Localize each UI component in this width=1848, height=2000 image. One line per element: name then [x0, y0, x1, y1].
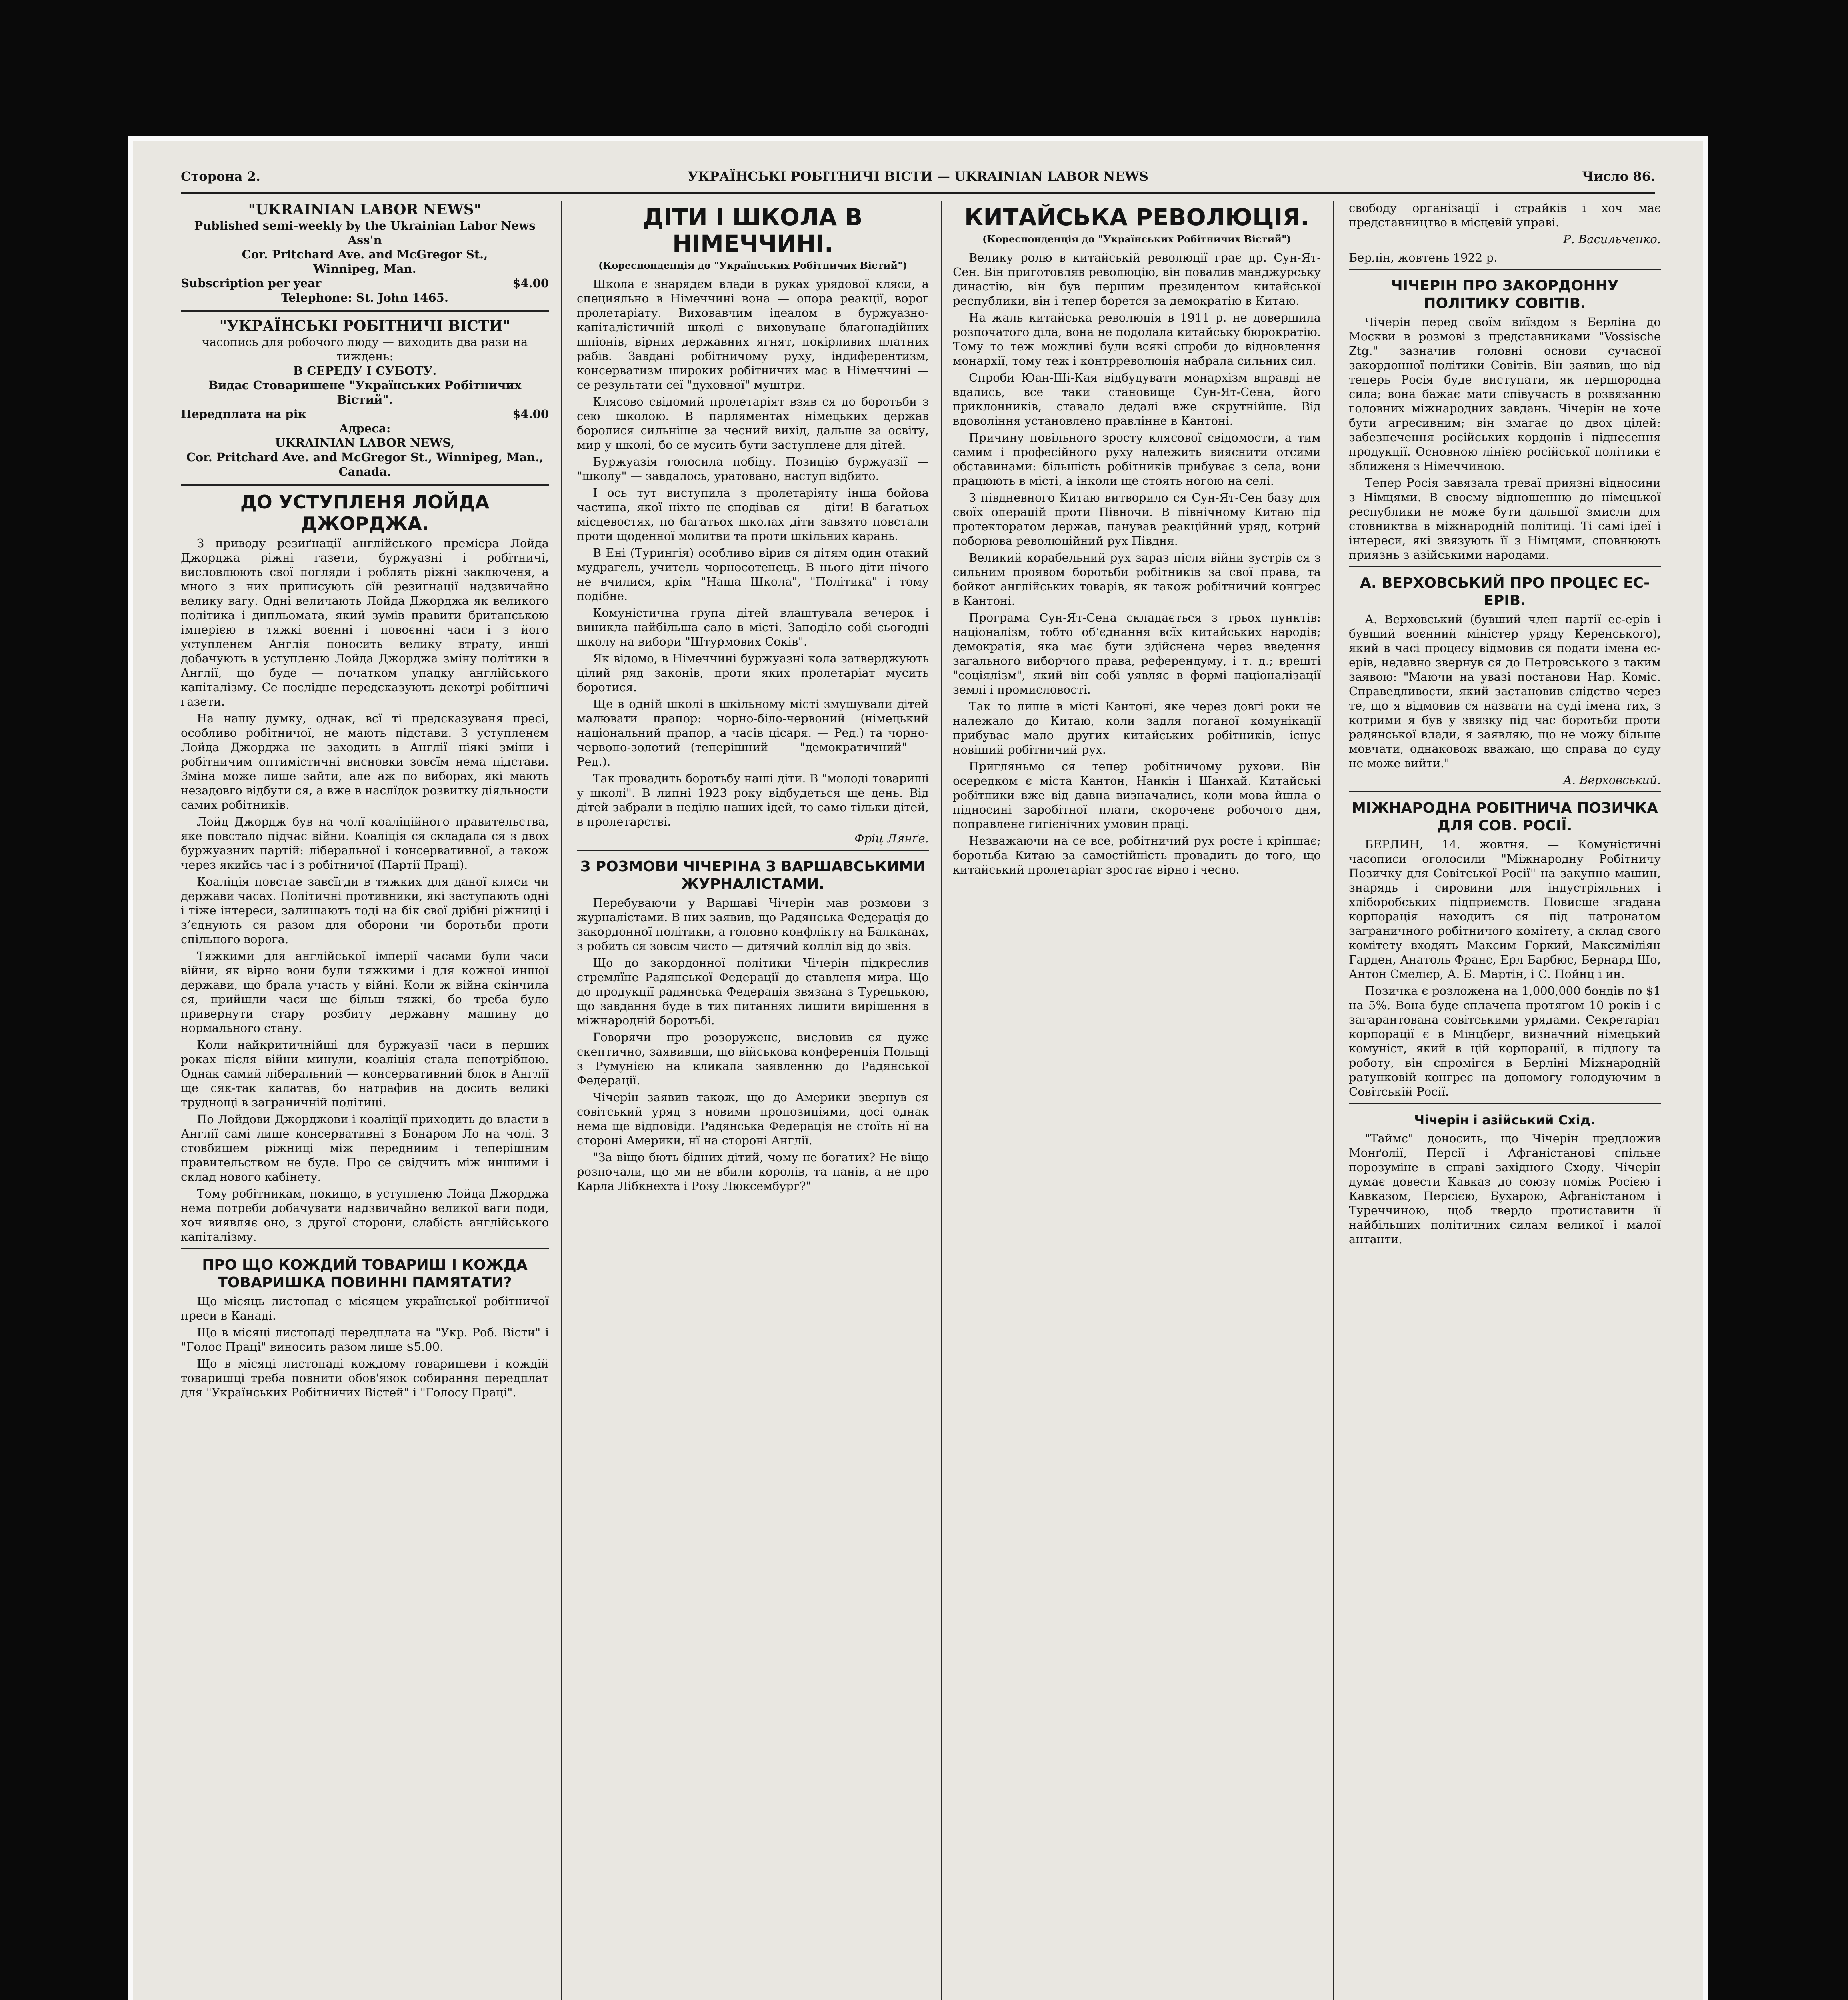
- section-rule: [1349, 1103, 1661, 1104]
- address-line: Cor. Pritchard Ave. and McGregor St., Winnipeg, Man., Canada.: [186, 450, 544, 478]
- article-paragraph: Спроби Юан-Ші-Кая відбудувати монархізм вправді не вдались, все таки становище Сун-Ят-Сена, його приклонників, ставало дедалі вже скрутнійше. Від вдовоління установлено правлінне в Кантоні.: [953, 371, 1321, 428]
- article-paragraph: Тому робітникам, покищо, в уступленю Лойда Джорджа нема потреби добачувати надзвичайно великої ваги поди, хоч виявляє оно, з другої сторони, слабість англійського капіталізму.: [181, 1187, 549, 1244]
- address-line: Cor. Pritchard Ave. and McGregor St.,: [242, 248, 488, 261]
- article-paragraph: "Таймс" доносить, що Чічерін предложив Монґолії, Персії і Афганістанові спільне порозуміне в справі західного Сходу. Чічерін думає довести Кавказ до союзу поміж Росією і Кавказом, Персією, Бухарою, Афганістаном і Туреччиною, щоб твердо протиставити її найбільших політичних силам великої і малої антанти.: [1349, 1132, 1661, 1246]
- author-signature: Фріц Лянґе.: [854, 832, 929, 845]
- subscription-price: $4.00: [512, 407, 549, 421]
- article-paragraph: Незважаючи на се все, робітничий рух росте і кріпшає; боротьба Китаю за самостійність провадить до того, що китайський пролетаріат зростає вірно і чесно.: [953, 834, 1321, 876]
- article-paragraph: Ще в одній школі в шкільному місті змушували дітей малювати прапор: чорно-біло-червоний (німецький національний прапор, а часів цісаря. — Ред.) та чорно-червоно-золотий (теперішний — "демократичний" — Ред.).: [577, 697, 929, 768]
- article-paragraph: Програма Сун-Ят-Сена складається з трьох пунктів: націоналізм, тобто об’єднання всїх китайських народів; демократія, яка має бути здійснена через введення загального виборчого права, референдуму, і т. д.; врешті "соціялізм", який він собі уявляє в формі націоналізації землі і промисловості.: [953, 611, 1321, 696]
- article-paragraph: Говорячи про розоруженє, висловив ся дуже скептично, заявивши, що військова конференція Польщі з Румунією на кликала заявленню до Радянської Федерації.: [577, 1030, 929, 1087]
- article-paragraph: А. Верховський (бувший член партії ес-ерів і бувший воєнний міністер уряду Керенського), який в часі процесу відмовив ся подати імена ес-ерів, недавно звернув ся до Петровського з таким заявою: "Маючи на увазі постанови Нар. Коміс. Справедливости, який застановив слідство через те, що я відмовив ся назвати на суді імена тих, з котрими я був у звязку під час боротьби проти радянської влади, я заявляю, що не можу більше мовчати, однаковож вважаю, що справа до суду не може вийти.": [1349, 612, 1661, 770]
- article-paragraph: Так провадить боротьбу наші діти. В "молоді товариші у школі". В липні 1923 року відбудеться ще день. Від дітей забрали в неділю наших ідей, то само тільки дітей, в пролетарстві.: [577, 772, 929, 828]
- column-2: [577, 201, 929, 2000]
- article-paragraph: Буржуазія голосила побіду. Позицію буржуазії — "школу" — завдалось, уратовано, наступ відбито.: [577, 455, 929, 483]
- section-rule: [181, 1248, 549, 1249]
- notice-title: ПРО ЩО КОЖДИЙ ТОВАРИШ І КОЖДА ТОВАРИШКА ПОВИННІ ПАМЯТАТИ?: [202, 1257, 528, 1291]
- article-paragraph: На нашу думку, однак, всї ті предсказуваня пресі, особливо робітничої, не мають підстави. З уступленєм Лойда Джорджа не заходить в Англії ніякі зміни і робітничим оптимістичні висновки зовсїм нема підстави. Зміна може лише зайти, але аж по виборах, які мають незадовго відбути ся, а вже в наслїдок розвитку діяльности самих робітників.: [181, 712, 549, 812]
- article-title: МІЖНАРОДНА РОБІТНИЧА ПОЗИЧКА ДЛЯ СОВ. РОСІЇ.: [1352, 800, 1658, 834]
- article-title: Чічерін і азійський Схід.: [1414, 1112, 1596, 1128]
- article-paragraph: Велику ролю в китайській революції грає др. Сун-Ят-Сен. Він приготовляв революцію, він повалив манджурську династію, він був першим президентом китайської республики, він і тепер борется за демократію в Китаю.: [953, 251, 1321, 308]
- article-title: КИТАЙСЬКА РЕВОЛЮЦІЯ.: [964, 204, 1310, 231]
- article-paragraph: Комуністична група дітей влаштувала вечерок і виникла найбільша сало в місті. Заподіло собі сьогодні школу на вибори "Штурмових Соків".: [577, 606, 929, 648]
- article-paragraph: І ось тут виступила з пролетаріяту інша бойова частина, якої ніхто не сподівав ся — діти! В багатьох місцевостях, по багатьох школах діти завзято повстали проти щоденної молитви та проти шкільних карань.: [577, 486, 929, 543]
- article-paragraph: Пригляньмо ся тепер робітничому рухови. Він осередком є міста Кантон, Нанкін і Шанхай. Китайські робітники вже від давна визначались, коли мова йшла о підносині заробітної плати, скороченє робочого дня, поправлене гигієнічних умовин праці.: [953, 760, 1321, 831]
- article-paragraph: Що до закордонної політики Чічерін підкреслив стремлїне Радянської Федерації до ставленя мира. Що до продукції радянська Федерація звязана з Турецькою, що завдання буде в тих питаннях лишити вирішення в міжнародній боротьбі.: [577, 956, 929, 1027]
- article-paragraph: Причину повільного зросту клясової свідомости, а тим самим і професійного руху належить вияснити отсими обставинами: більшість робітників прибуває з села, вони працюють в місті, а інколи ще стоять ногою на селі.: [953, 431, 1321, 488]
- article-paragraph: Лойд Джордж був на чолї коаліційного правительства, яке повстало підчас війни. Коаліція ся складала ся з двох буржуазних партій: ліберальної і консервативної, а також через якийсь час і з робітничої (Партії Праці).: [181, 815, 549, 872]
- running-title: УКРАЇНСЬКІ РОБІТНИЧІ ВІСТИ — UKRAINIAN LABOR NEWS: [688, 169, 1148, 184]
- article-title: ЧІЧЕРІН ПРО ЗАКОРДОННУ ПОЛІТИКУ СОВІТІВ.: [1391, 278, 1619, 312]
- masthead-schedule: В СЕРЕДУ І СУБОТУ.: [293, 364, 437, 378]
- newspaper-page: [128, 136, 1708, 2000]
- masthead-line: часопись для робочого люду — виходить два рази на тиждень:: [202, 335, 528, 363]
- masthead-name-ua: "УКРАЇНСЬКІ РОБІТНИЧІ ВІСТИ": [219, 318, 510, 334]
- masthead-publisher: Видає Стоваришене "Українських Робітничих Вістий".: [208, 378, 522, 406]
- masthead-english: [181, 201, 549, 312]
- article-paragraph: По Лойдови Джорджови і коаліції приходить до власти в Англії самі лише консервативні з Бонаром Ло на чолі. З стовбищем ріжниці між передниим і теперішним правительством не буде. Про се свідчить між иншими і склад нового кабінету.: [181, 1112, 549, 1184]
- article-paragraph: В Ені (Турингія) особливо вірив ся дітям один отакий мудрагель, учитель чорносотенець. В нього діти нічого не вчилися, крім "Наша Школа", "Політика" і тому подібне.: [577, 546, 929, 603]
- article-paragraph: "За віщо бють бідних дітий, чому не богатих? Не віщо розпочали, що ми не вбили королів, та панів, а не про Карла Лібкнехта і Розу Люксембург?": [577, 1150, 929, 1193]
- dateline: Берлін, жовтень 1922 р.: [1349, 251, 1498, 264]
- notice-paragraph: Що місяць листопад є місяцем української робітничої преси в Канаді.: [181, 1294, 549, 1322]
- article-subtitle: З РОЗМОВИ ЧІЧЕРІНА З ВАРШАВСЬКИМИ ЖУРНАЛІСТАМИ.: [580, 858, 926, 892]
- article-title: ДО УСТУПЛЕНЯ ЛОЙДА ДЖОРДЖА.: [240, 491, 490, 534]
- section-rule: [1349, 566, 1661, 567]
- subscription-label: Subscription per year: [181, 276, 322, 290]
- subscription-line: [181, 276, 549, 290]
- article-paragraph: На жаль китайська революція в 1911 р. не довершила розпочатого діла, вона не подолала китайську бюрократію. Тому то теж можливі були всякі спроби до відновлення монархії, тому теж і контрреволюція набрала сильних сил.: [953, 311, 1321, 368]
- column-divider: [941, 201, 942, 2000]
- page-number: Сторона 2.: [181, 169, 261, 184]
- subscription-price: $4.00: [512, 276, 549, 290]
- article-paragraph: Позичка є розложена на 1,000,000 бондів по $1 на 5%. Вона буде сплачена протягом 10 років і є загарантована совітськими урядами. Секретаріат корпорації є в Мінцберг, визначний німецький комуніст, який в цій корпорації, в підлогу та роботу, він спромігся в Берліні Міжнародній ратунковій конгрес на допомогу голодуючим в Совітській Росії.: [1349, 984, 1661, 1098]
- header-rule: [181, 192, 1655, 194]
- column-3: [953, 201, 1321, 2000]
- author-signature: А. Верховський.: [1563, 773, 1661, 787]
- article-paragraph: Чічерін перед своїм виїздом з Берліна до Москви в розмові з представниками "Vossische Ztg." зазначив головні основи сучасної закордонної політики Совітів. Він заявив, що від теперь Росія буде виступати, як першородна сила; вона бажає мати співучасть в розвязанню головних міжнародних завдань. Чічерін не хоче бути агресивним; він змагає до двох цілей: забезпечення російських кордонів і піднесення продукції. Основною лінією російської політики є зближеня з Німеччиною.: [1349, 315, 1661, 473]
- article-paragraph: Школа є знарядєм влади в руках урядової кляси, а специяльно в Німеччині вона — опора реакції, ворог пролетаріату. Виховавчим ідеалом в буржуазно-капіталістичній школі є виховуване благонадійних шпіонів, вірних державних ягнят, покірливих платних рабів. Завдані робітничому руху, індиферентизм, консерватизм широких робітничих мас в Німеччині — се результати сеї "духовної" муштри.: [577, 277, 929, 392]
- article-paragraph: БЕРЛИН, 14. жовтня. — Комуністичні часописи оголосили "Міжнародну Робітничу Позичку для Совітської Росії" на закупно машин, знарядь і сировини для індустріяльних і хліборобських підприємств. Повисше згадана корпорація находить ся під патронатом заграничного робітничого комітету, а склад свого комітету входять Максим Горкий, Максиміліян Гарден, Анатоль Франс, Ерл Барбюс, Бернард Шо, Антон Смелієр, А. Б. Мартін, і С. Пойнц і ин.: [1349, 838, 1661, 981]
- article-paragraph: Коли найкритичнійші для буржуазії часи в перших роках після війни минули, коаліція стала непотрібною. Однак самий ліберальний — консервативний блок в Англії ще сяк-так калатав, бо натрафив на досить великі труднощі в заграничній політиці.: [181, 1038, 549, 1109]
- section-rule: [1349, 269, 1661, 270]
- author-signature: Р. Васильченко.: [1563, 232, 1661, 246]
- city-line: Winnipeg, Man.: [313, 262, 416, 276]
- telephone-line: Telephone: St. John 1465.: [281, 291, 448, 304]
- article-paragraph: Перебуваючи у Варшаві Чічерін мав розмови з журналістами. В них заявив, що Радянська Федерація до закордонної політики, а головно конфлікту на Балканах, з робить ся зовсім чисто — дитячий колліл від до звіз.: [577, 896, 929, 953]
- article-paragraph: свободу організації і страйків і хоч має представництво в місцевій управі.: [1349, 201, 1661, 229]
- column-1: [181, 201, 549, 2000]
- article-paragraph: Тяжкими для англійської імперії часами були часи війни, як вірно вони були тяжкими і для кожної иншої держави, що брала участь у війні. Коли ж війна скінчила ся, прийшли часи ще більш тяжкі, бо треба було привернути стару розбиту державну машину до нормального стану.: [181, 949, 549, 1035]
- address-label: Адреса:: [339, 422, 391, 435]
- column-divider: [561, 201, 562, 2000]
- article-paragraph: Чічерін заявив також, що до Америки звернув ся совітський уряд з новими пропозиціями, досі однак нема ще відповіди. Радянська Федерація не стоїть нї на стороні Америки, нї на стороні Англії.: [577, 1090, 929, 1147]
- publisher-line: Published semi-weekly by the Ukrainian Labor News Ass'n: [194, 219, 536, 247]
- article-title: ДІТИ І ШКОЛА В НІМЕЧЧИНІ.: [643, 204, 863, 257]
- issue-number: Число 86.: [1582, 169, 1655, 184]
- article-title: А. ВЕРХОВСЬКИЙ ПРО ПРОЦЕС ЕС-ЕРІВ.: [1360, 575, 1650, 609]
- subscription-label: Передплата на рік: [181, 407, 306, 421]
- section-rule: [1349, 791, 1661, 792]
- article-paragraph: Великий корабельний рух зараз після війни зустрів ся з сильним проявом боротьби робітників за свої права, та бойкот англійських товарів, як також робітничий конгрес в Кантоні.: [953, 551, 1321, 608]
- masthead-ukrainian: [181, 317, 549, 486]
- article-paragraph: Так то лише в місті Кантоні, яке через довгі роки не належало до Китаю, коли задля поганої комунікації прибуває мало других китайських робітників, існує новіший робітничий рух.: [953, 700, 1321, 756]
- correspondence-line: (Кореспонденція до "Українських Робітничих Вістий"): [598, 260, 907, 271]
- masthead-name: "UKRAINIAN LABOR NEWS": [248, 201, 482, 218]
- notice-paragraph: Що в місяці листопаді передплата на "Укр. Роб. Вісти" і "Голос Праці" виносить разом лише $5.00.: [181, 1326, 549, 1354]
- column-divider: [1333, 201, 1334, 2000]
- address-line: UKRAINIAN LABOR NEWS,: [275, 436, 455, 450]
- article-paragraph: Як відомо, в Німеччині буржуазні кола затверджують цілий ряд законів, проти яких пролетаріат мусить боротися.: [577, 652, 929, 694]
- correspondence-line: (Кореспонденція до "Українських Робітничих Вістий"): [982, 233, 1291, 245]
- notice-paragraph: Що в місяці листопаді кождому товаришеви і кождій товаришці треба повнити обов'язок собирання передплат для "Українських Робітничих Вістей" і "Голосу Праці".: [181, 1357, 549, 1399]
- article-paragraph: Коаліція повстае завсїгди в тяжких для даної кляси чи держави часах. Політичні противники, які заступають одні і тіже інтереси, залишають тоді на бік свої дрібні ріжниці і з’єднують ся разом для оборони чи боротьби проти спільного ворога.: [181, 875, 549, 946]
- article-paragraph: Клясово свідомий пролетаріят взяв ся до боротьби з сею школою. В парляментах німецьких держав боролися сильніше за чесний вихід, дальше за освіту, мир у школі, бо се мусить бути заступлене для дітей.: [577, 395, 929, 452]
- article-paragraph: З півдневного Китаю витворило ся Сун-Ят-Сен базу для своїх операцій проти Півночи. В північному Китаю під протекторатом держав, панував реакційний уряд, котрий поборюва революційний рух Півдня.: [953, 491, 1321, 548]
- column-4: [1349, 201, 1661, 2000]
- subscription-line-ua: [181, 407, 549, 421]
- article-paragraph: Тепер Росія завязала треваї приязні відносини з Німцями. В своєму відношенню до німецької республики не може бути дальшої змисли для стовниктва в міжнародній політиці. Ті самі ідеї і інтереси, які звязують її з Німцями, сповнюють приязнь з азійськими народами.: [1349, 476, 1661, 562]
- section-rule: [577, 850, 929, 851]
- article-paragraph: З приводу резиґнації англійського премієра Лойда Джорджа ріжні газети, буржуазні і робітничі, висловлюють свої погляди і роблять ріжні заключеня, а много з них приписують сїй резиґнації надзвичайно велику вагу. Одні величають Лойда Джорджа як великого політика і дипльомата, який зумів правити британською імперією в тяжкі воєнні і повоєнні часи і з його уступленєм Англія поносить велику втрату, инші добачують в уступленю Лойда Джорджа зміну політики в Англії, що буде — початком упадку англійського капіталізму. Се послідне передсказують декотрі робітничі газети.: [181, 536, 549, 708]
